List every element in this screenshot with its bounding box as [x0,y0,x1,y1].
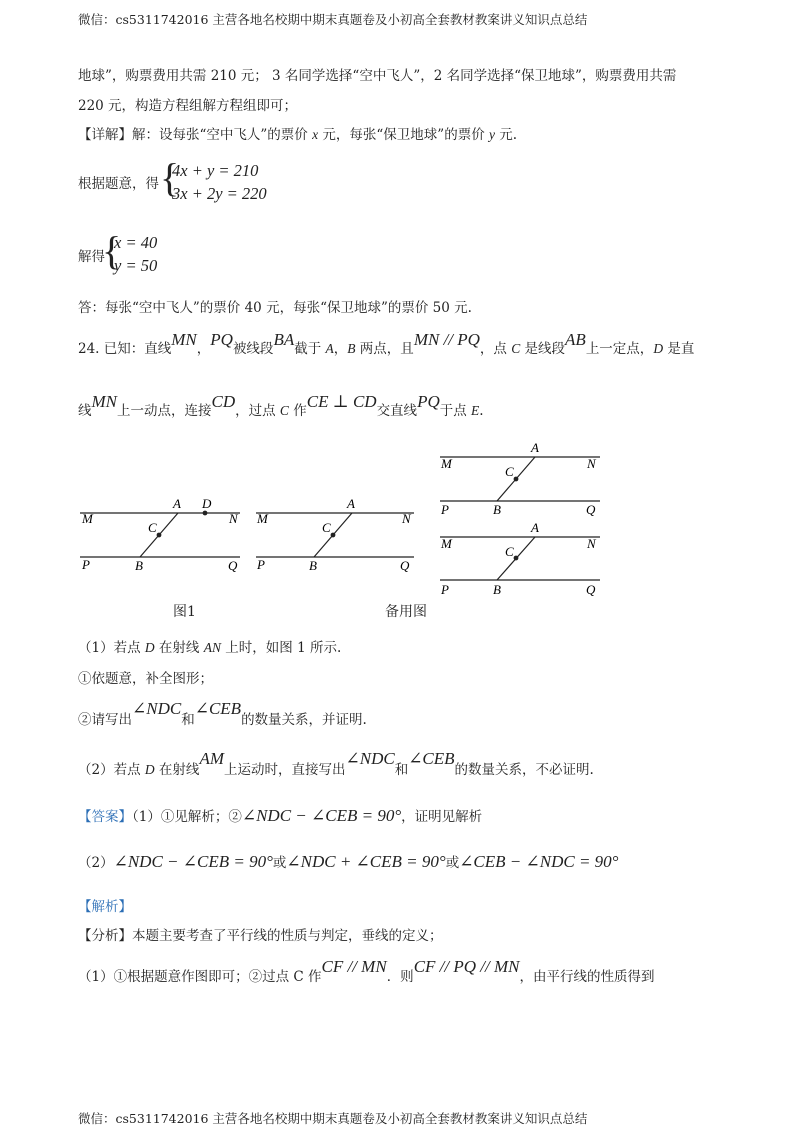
label-p: P [441,582,449,597]
spare-figure-3 [440,520,600,597]
detail-text: 元. [495,127,518,143]
text: 于点 [439,403,472,419]
label-n: N [229,511,238,526]
label-n: N [402,511,411,526]
label-a: A [531,440,539,455]
question-number: 24. 已知：直线 [78,341,172,357]
text: 上运动时，直接写出 [223,762,346,778]
paragraph-line: 地球”，购票费用共需 210 元； 3 名同学选择“空中飞人”，2 名同学选择“保卫地球”，购票费用共需 [78,68,677,84]
text: 的数量关系，并证明. [241,712,367,728]
text: 在射线 [154,640,204,656]
part-2-line [78,749,594,780]
angle-ceb: ∠CEB [194,699,242,718]
line-mn: MN [91,392,117,411]
point-c: C [279,403,289,418]
label-c: C [505,464,514,479]
relation: ∠CEB − ∠NDC = 90° [459,852,619,871]
text: 和 [181,712,195,728]
ray-an: AN [203,640,221,655]
analysis-tag: 【解析】 [78,899,132,915]
line-pq: PQ [210,330,233,349]
label-n: N [587,456,596,471]
text: 作 [288,403,307,419]
label-b: B [135,558,143,573]
text: （1）若点 [78,640,145,656]
label-m: M [82,511,93,526]
text: （2） [78,855,114,871]
text: 或 [272,855,287,871]
answer-line: 答：每张“空中飞人”的票价 40 元，每张“保卫地球”的票价 50 元. [78,300,472,316]
relation: CF // MN [321,957,387,976]
text: 两点，且 [355,341,414,357]
label-a: A [347,496,355,511]
label-p: P [441,502,449,517]
label-c: C [505,544,514,559]
relation: ∠NDC − ∠CEB = 90° [241,806,402,825]
label-n: N [587,536,596,551]
text: 是线段 [520,341,566,357]
text: ， [333,341,348,357]
point-b: B [347,341,356,356]
text: （1）①见解析；② [132,809,242,825]
label-q: Q [400,558,410,573]
equation: x = 40 [114,233,158,252]
text: ，点 [479,341,512,357]
text: ，过点 [235,403,280,419]
text: ，证明见解析 [401,809,483,825]
page-header: 微信：cs5311742016 主营各地名校期中期末真题卷及小初高全套教材教案讲义知识点总结 [78,12,588,27]
text: 是直 [663,341,695,357]
system-lead: 根据题意，得 [78,176,159,192]
angle-ndc: ∠NDC [345,749,395,768]
figure-1-caption: 图1 [173,604,196,620]
perpendicular-relation: CE ⊥ CD [306,392,377,411]
label-m: M [441,456,452,471]
detail-text: 元，每张“保卫地球”的票价 [318,127,489,143]
angle-ndc: ∠NDC [132,699,182,718]
item-2-line [78,699,367,730]
analysis-step-line [78,957,655,987]
equation: y = 50 [114,256,158,275]
item-1-line: ①依题意，补全图形； [78,671,213,687]
text: ，由平行线的性质得到 [519,969,655,985]
text: 上一动点，连接 [117,403,212,419]
label-m: M [257,511,268,526]
text: 和 [394,762,409,778]
spare-figure-caption: 备用图 [385,604,427,620]
paragraph-line: 220 元，构造方程组解方程组即可； [78,98,298,114]
text: ， [196,341,211,357]
answer-1-line [78,806,482,827]
system-lead: 解得 [78,249,105,265]
label-m: M [441,536,452,551]
ray-am: AM [199,749,224,768]
label-a: A [531,520,539,535]
point-e: E [471,403,480,418]
equation: 4x + y = 210 [172,161,259,180]
label-q: Q [586,502,596,517]
text: ②请写出 [78,712,132,728]
text: 截于 [294,341,326,357]
text: 的数量关系，不必证明. [454,762,594,778]
text: （2）若点 [78,762,145,778]
label-q: Q [586,582,596,597]
label-p: P [82,557,90,572]
var-x: x [312,127,319,142]
detail-tag: 【详解】 [78,127,132,143]
equation: 3x + 2y = 220 [172,184,267,203]
parallel-relation: MN // PQ [413,330,480,349]
spare-figure-1 [256,496,414,573]
segment-ab: AB [565,330,586,349]
var-y: y [489,127,495,142]
text: 上一定点， [585,341,654,357]
page-footer: 微信：cs5311742016 主营各地名校期中期末真题卷及小初高全套教材教案讲义知识点总结 [78,1111,588,1126]
label-d: D [202,496,212,511]
answer-tag: 【答案】 [78,809,132,825]
brace-icon: { [160,155,180,200]
label-q: Q [228,558,238,573]
label-c: C [322,520,331,535]
analysis-label: 【分析】 [78,928,132,944]
label-c: C [148,520,157,535]
text: 线 [78,403,92,419]
detail-text: 解：设每张“空中飞人”的票价 [132,127,313,143]
point-a: A [325,341,334,356]
label-p: P [257,557,265,572]
answer-2-line [78,852,618,873]
angle-ceb: ∠CEB [408,749,455,768]
text: （1）①根据题意作图即可；②过点 C 作 [78,969,322,985]
text: 本题主要考查了平行线的性质与判定，垂线的定义； [132,928,443,944]
spare-figure-2 [440,440,600,517]
brace-icon: { [102,228,122,273]
relation: CF // PQ // MN [413,957,520,976]
label-a: A [173,496,181,511]
text: 被线段 [232,341,274,357]
text: 上时，如图 1 所示. [221,640,342,656]
segment-cd: CD [211,392,236,411]
line-mn: MN [171,330,197,349]
point-d: D [653,341,664,356]
text: ．则 [386,969,414,985]
point-d: D [144,762,155,777]
text: 或 [445,855,460,871]
label-b: B [309,558,317,573]
text: 在射线 [154,762,200,778]
point-c: C [511,341,521,356]
text: . [479,403,484,419]
line-pq: PQ [417,392,440,411]
part-1-line [78,638,341,658]
relation: ∠NDC + ∠CEB = 90° [286,852,446,871]
label-b: B [493,502,501,517]
analysis-line [78,926,443,946]
relation: ∠NDC − ∠CEB = 90° [113,852,273,871]
label-b: B [493,582,501,597]
figure-1 [80,496,240,573]
point-d: D [144,640,155,655]
segment-ba: BA [273,330,295,349]
text: 交直线 [376,403,418,419]
